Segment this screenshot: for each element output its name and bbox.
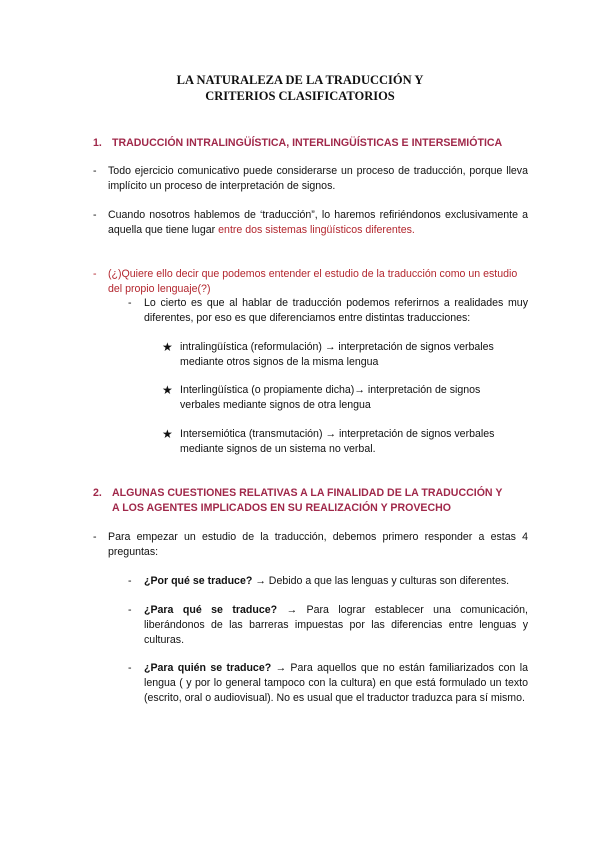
bullet-dash: - [93,165,97,177]
question-3 [144,661,528,706]
star-item-2: Interlingüística (o propiamente dicha)→ interpretación de signos verbales mediante signos de otra lengua [180,384,481,411]
document-title [0,72,600,104]
paragraph-2-text: Cuando nosotros hablemos de ‘traducción”, lo haremos refiriéndonos exclusivamente a aquella que tiene lugar [108,209,528,236]
paragraph-2-highlight: entre dos sistemas lingüísticos diferentes. [218,224,415,236]
question-1 [144,574,528,589]
star-icon: ★ [162,427,173,441]
sub-bullet-dash: - [128,297,132,309]
section-1-paragraph-2 [108,208,528,238]
section-2-title-line-2: A LOS AGENTES IMPLICADOS EN SU REALIZACIÓN Y PROVECHO [112,502,452,514]
sub-bullet-dash: - [128,604,132,616]
sub-bullet-dash: - [128,662,132,674]
section-2-paragraph-1: Para empezar un estudio de la traducción, debemos primero responder a estas 4 preguntas: [108,531,528,558]
star-item-3: Intersemiótica (transmutación) → interpretación de signos verbales mediante signos de un sistema no verbal. [180,428,495,455]
section-2-title [112,486,532,516]
section-1-question: (¿)Quiere ello decir que podemos entender el estudio de la traducción como un estudio del propio lenguaje(?) [108,268,518,295]
section-2-number: 2. [93,487,102,499]
question-2-label: ¿Para qué se traduce? [144,604,278,616]
section-1-sub-paragraph: Lo cierto es que al hablar de traducción podemos referirnos a realidades muy diferentes, por eso es que diferenciamos entre distintas traducciones: [144,297,528,324]
question-3-answer: → Para aquellos que no están familiarizados con la lengua ( y por lo general tampoco con la cultura) en que está formulado un texto (escrito, oral o audiovisual). No es usual que el traductor traduzca para sí mismo. [144,662,528,704]
title-line-1: LA NATURALEZA DE LA TRADUCCIÓN Y [176,73,424,87]
section-1-title: TRADUCCIÓN INTRALINGÜÍSTICA, INTERLINGÜÍSTICAS E INTERSEMIÓTICA [112,137,503,149]
bullet-dash: - [93,268,97,280]
question-2 [144,603,528,648]
sub-bullet-dash: - [128,575,132,587]
bullet-dash: - [93,209,97,221]
bullet-dash: - [93,531,97,543]
star-icon: ★ [162,383,173,397]
question-3-label: ¿Para quién se traduce? [144,662,272,674]
star-item-1: intralingüística (reformulación) → interpretación de signos verbales mediante otros signos de la misma lengua [180,341,494,368]
section-1-paragraph-1: Todo ejercicio comunicativo puede considerarse un proceso de traducción, porque lleva implícito un proceso de interpretación de signos. [108,165,528,192]
section-1-number: 1. [93,137,102,149]
section-2-title-line-1: ALGUNAS CUESTIONES RELATIVAS A LA FINALIDAD DE LA TRADUCCIÓN Y [112,487,503,499]
question-1-answer: → Debido a que las lenguas y culturas son diferentes. [252,575,510,587]
question-2-answer: → Para lograr establecer una comunicación, liberándonos de las barreras impuestas por las diferencias entre lenguas y culturas. [144,604,528,646]
title-line-2: CRITERIOS CLASIFICATORIOS [205,89,395,103]
question-1-label: ¿Por qué se traduce? [144,575,253,587]
star-icon: ★ [162,340,173,354]
